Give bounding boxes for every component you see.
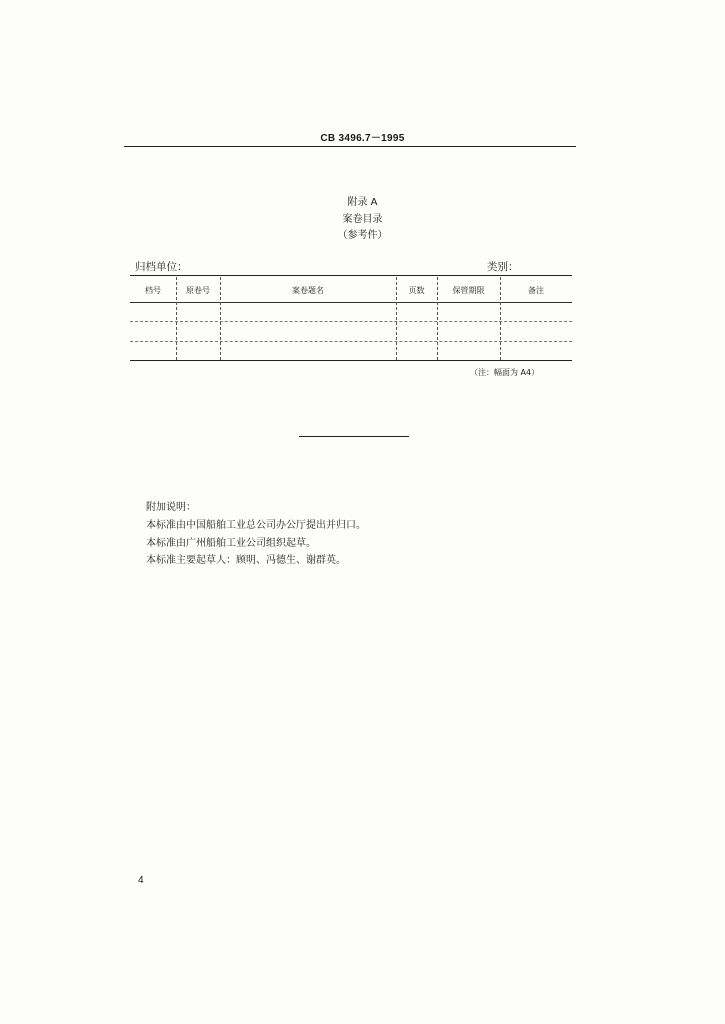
table-bottom-border [130,360,572,361]
column-header-volume-title: 案卷题名 [292,286,324,295]
remark-line: 本标准由广州船舶工业公司组织起草。 [146,538,316,549]
filing-unit-label: 归档单位： [135,261,188,273]
format-note: （注：幅面为 A4） [470,368,540,377]
header-rule [124,146,576,147]
page-number: 4 [138,875,144,886]
appendix-label: 附录 A [347,197,378,208]
table-row-divider [130,341,572,342]
category-label: 类别： [487,261,519,273]
column-header-original-volume: 原卷号 [186,286,210,295]
section-separator [299,436,409,437]
standard-code: CB 3496.7－1995 [320,133,405,144]
table-top-border [130,275,572,276]
remarks-title: 附加说明： [146,502,196,513]
remark-line: 本标准由中国船舶工业总公司办公厅提出并归口。 [146,520,366,531]
column-header-retention-period: 保管期限 [452,286,485,295]
column-header-page-count: 页数 [408,286,425,295]
table-header-border [130,302,572,303]
column-header-remarks: 备注 [528,286,544,295]
appendix-type: （参考件） [337,230,388,241]
column-header-file-number: 档号 [145,286,161,295]
table-row-divider [130,321,572,322]
appendix-title: 案卷目录 [342,214,383,225]
remark-line: 本标准主要起草人：顾明、冯德生、谢群英。 [146,555,346,566]
